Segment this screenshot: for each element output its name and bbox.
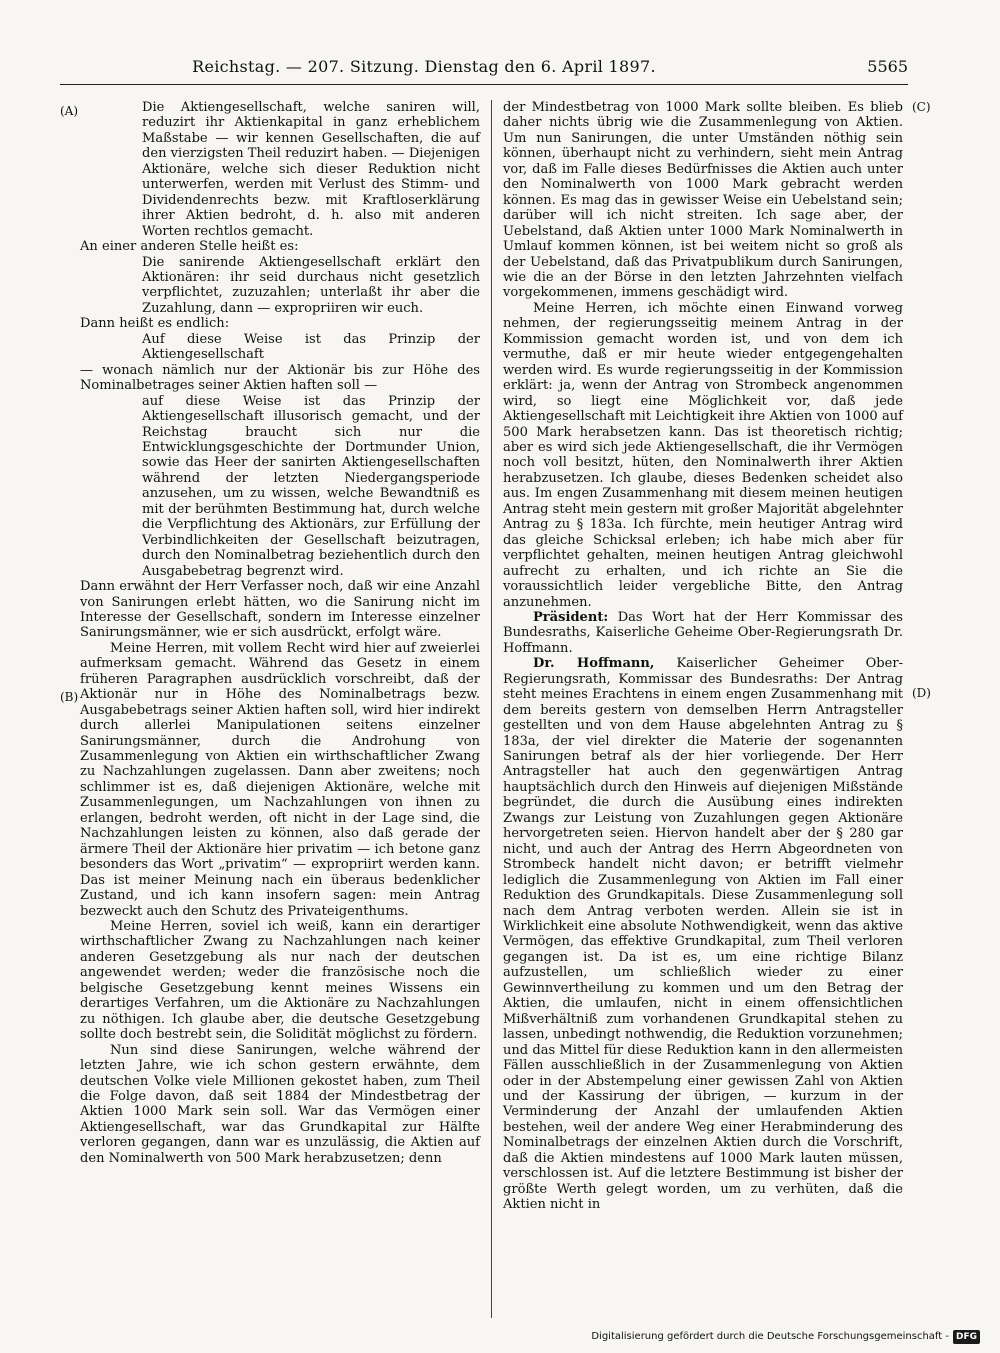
speaker-name: Präsident: bbox=[533, 609, 609, 625]
quote-block: Auf diese Weise ist das Prinzip der Aktiengesellschaft bbox=[142, 331, 480, 363]
page-number: 5565 bbox=[867, 57, 908, 76]
speech-text: Kaiserlicher Geheimer Ober-Regierungsrath, Kommissar des Bundesraths: Der Antrag steht meines Erachtens in einem engen Zusammenhang mit dem bereits gestern von demselben Herrn Antragsteller gestellten und von dem Hause abgelehnten Antrag zu § 183a, der viel direkter die Materie der sogenannten Sanirungen betraf als der hier vorliegende. Der Herr Antragsteller hat auch den gegenwärtigen Antrag hauptsächlich durch den Hinweis auf diejenigen Mißstände begründet, die durch die Ausübung eines indirekten Zwangs zur Leistung von Zuzahlungen gegen Aktionäre hervorgetreten seien. Hiervon handelt aber der § 280 gar nicht, und auch der Antrag des Herrn Abgeordneten von Strombeck handelt nicht davon; er betrifft vielmehr lediglich die Zusammenlegung von Aktien im Fall einer Reduktion des Grundkapitals. Diese Zusammenlegung soll nach dem Antrag verboten werden. Allein sie ist in Wirklichkeit eine absolute Nothwendigkeit, wenn das aktive Vermögen, das effektive Grundkapital, zum Theil verloren gegangen ist. Da ist es, um eine richtige Bilanz aufzustellen, um schließlich wieder zu einer Gewinnvertheilung zu kommen und um den Betrag der Aktien, die umlaufen, nicht in einem offensichtlichen Mißverhältniß zum vorhandenen Grundkapital stehen zu lassen, unbedingt nothwendig, die Reduktion vorzunehmen; und das Mittel für diese Reduktion kann in den allermeisten Fällen ausschließlich in der Zusammenlegung von Aktien oder in der Abstempelung einer gewissen Zahl von Aktien und der Kassirung der übrigen, — kurzum in der Verminderung der Anzahl der umlaufenden Aktien bestehen, weil der andere Weg einer Herabminderung des Nominalbetrags der einzelnen Aktien durch die Vorschrift, daß die Aktien mindestens auf 1000 Mark lauten müssen, verschlossen ist. Auf die letztere Bestimmung ist bisher der größte Werth gelegt worden, um zu verhüten, daß die Aktien nicht in bbox=[503, 656, 903, 1213]
dfg-logo: DFG bbox=[953, 1330, 980, 1344]
header-rule bbox=[60, 84, 908, 85]
paragraph: Dann erwähnt der Herr Verfasser noch, daß wir eine Anzahl von Sanirungen erlebt hätten, wo die Sanirung nicht im Interesse der Gesellschaft, sondern im Interesse einzelner Sanirungsmänner, wie er sich ausdrückt, erfolgt wäre. bbox=[80, 579, 480, 641]
paragraph: der Mindestbetrag von 1000 Mark sollte bleiben. Es blieb daher nichts übrig wie die Zusammenlegung von Aktien. Um nun Sanirungen, die unter Umständen nöthig sein können, überhaupt nicht zu verhindern, sieht mein Antrag vor, daß im Falle dieses Bedürfnisses die Aktien auch unter den Nominalwerth von 1000 Mark gebracht werden können. Es mag das in gewisser Weise ein Uebelstand sein; darüber will ich nicht streiten. Ich sage aber, der Uebelstand, daß Aktien unter 1000 Mark Nominalwerth in Umlauf kommen können, ist bei weitem nicht so groß als der Uebelstand, daß das Privatpublikum durch Sanirungen, wie die an der Börse in den letzten Jahrzehnten vielfach vorgekommenen, immens geschädigt wird. bbox=[503, 100, 903, 301]
speaker-name: Dr. Hoffmann, bbox=[533, 656, 655, 672]
speech-paragraph bbox=[503, 610, 903, 656]
paragraph: An einer anderen Stelle heißt es: bbox=[80, 239, 299, 255]
quote-block: auf diese Weise ist das Prinzip der Aktiengesellschaft illusorisch gemacht, und der Reichstag braucht sich nur die Entwicklungsgeschichte der Dortmunder Union, sowie das Heer der sanirten Aktiengesellschaften während der letzten Niedergangsperiode anzusehen, um zu wissen, welche Bewandtniß es mit der berühmten Bestimmung hat, durch welche die Verpflichtung des Aktionärs, zur Erfüllung der Verbindlichkeiten der Gesellschaft beizutragen, durch den Nominalbetrag beziehentlich durch den Ausgabebetrag begrenzt wird. bbox=[142, 393, 480, 579]
paragraph: Meine Herren, mit vollem Recht wird hier auf zweierlei aufmerksam gemacht. Während das Gesetz in einem früheren Paragraphen ausdrücklich vorschreibt, daß der Aktionär nur in Höhe des Nominalbetrags bezw. Ausgabebetrags seiner Aktien haften soll, wird hier indirekt durch allerlei Manipulationen seitens einzelner Sanirungsmänner, durch die Androhung von Zusammenlegung von Aktien ein wirthschaftlicher Zwang zu Nachzahlungen zugelassen. Dann aber zweitens; noch schlimmer ist es, daß diejenigen Aktionäre, welche mit Zusammenlegungen, um Nachzahlungen von ihnen zu erlangen, bedroht werden, oft nicht in der Lage sind, die Nachzahlungen leisten zu können, also daß gerade der ärmere Theil der Aktionäre hier privatim — ich betone ganz besonders das Wort „privatim“ — expropriirt werden kann. Das ist meiner Meinung nach ein überaus bedenklicher Zustand, und ich kann insofern sagen: mein Antrag bezweckt auch den Schutz des Privateigenthums. bbox=[80, 640, 480, 919]
paragraph: — wonach nämlich nur der Aktionär bis zur Höhe des Nominalbetrages seiner Aktien haften soll — bbox=[80, 362, 480, 394]
speech-text: Das Wort hat der Herr Kommissar des Bundesraths, Kaiserliche Geheime Ober-Regierungsrath Dr. Hoffmann. bbox=[503, 609, 903, 656]
margin-mark-b: (B) bbox=[60, 690, 79, 704]
left-column bbox=[80, 100, 480, 1166]
margin-mark-d: (D) bbox=[912, 686, 931, 700]
margin-mark-a: (A) bbox=[60, 104, 79, 118]
margin-mark-c: (C) bbox=[912, 100, 931, 114]
paragraph: Dann heißt es endlich: bbox=[80, 316, 230, 332]
quote-block: Die sanirende Aktiengesellschaft erklärt den Aktionären: ihr seid durchaus nicht gesetzlich verpflichtet, zuzuzahlen; unterlaßt ihr aber die Zuzahlung, dann — expropriiren wir euch. bbox=[142, 254, 480, 316]
running-title: Reichstag. — 207. Sitzung. Dienstag den 6. April 1897. bbox=[192, 57, 656, 76]
paragraph: Meine Herren, soviel ich weiß, kann ein derartiger wirthschaftlicher Zwang zu Nachzahlungen nach keiner anderen Gesetzgebung als nur nach der deutschen angewendet werden; weder die französische noch die belgische Gesetzgebung kennt meines Wissens ein derartiges Verfahren, um die Aktionäre zu Nachzahlungen zu nöthigen. Ich glaube aber, die deutsche Gesetzgebung sollte doch bestrebt sein, die Solidität möglichst zu fördern. bbox=[80, 919, 480, 1043]
speech-paragraph bbox=[503, 656, 903, 1212]
digitization-footer bbox=[591, 1330, 980, 1344]
column-divider bbox=[491, 100, 492, 1318]
quote-block: Die Aktiengesellschaft, welche saniren will, reduzirt ihr Aktienkapital in ganz erheblichem Maßstabe — wir kennen Gesellschaften, die auf den vierzigsten Theil reduzirt haben. — Diejenigen Aktionäre, welche sich dieser Reduktion nicht unterwerfen, werden mit Verlust des Stimm- und Dividendenrechts bezw. mit Kraftloserklärung ihrer Aktien bedroht, d. h. also mit anderen Worten rechtlos gemacht. bbox=[142, 100, 480, 239]
footer-credit: Digitalisierung gefördert durch die Deutsche Forschungsgemeinschaft - bbox=[591, 1331, 949, 1342]
right-column bbox=[503, 100, 903, 1213]
paragraph: Nun sind diese Sanirungen, welche während der letzten Jahre, wie ich schon gestern erwähnte, dem deutschen Volke viele Millionen gekostet haben, zum Theil die Folge davon, daß seit 1884 der Mindestbetrag der Aktien 1000 Mark sein soll. War das Vermögen einer Aktiengesellschaft, war das Grundkapital zur Hälfte verloren gegangen, dann war es unzulässig, die Aktien auf den Nominalwerth von 500 Mark herabzusetzen; denn bbox=[80, 1042, 480, 1166]
page-header bbox=[60, 56, 908, 78]
paragraph: Meine Herren, ich möchte einen Einwand vorweg nehmen, der regierungsseitig meinem Antrag in der Kommission gemacht worden ist, und von dem ich vermuthe, daß er mir heute wieder entgegengehalten werden wird. Es wurde regierungsseitig in der Kommission erklärt: ja, wenn der Antrag von Strombeck angenommen wird, so liegt eine Möglichkeit vor, daß jede Aktiengesellschaft mit Leichtigkeit ihre Aktien von 1000 auf 500 Mark herabsetzen kann. Das ist theoretisch richtig; aber es wird sich jede Aktiengesellschaft, die ihr Vermögen noch voll besitzt, hüten, den Nominalwerth ihrer Aktien herabzusetzen. Ich glaube, dieses Bedenken scheidet also aus. Im engen Zusammenhang mit diesem meinen heutigen Antrag steht mein gestern mit großer Majorität abgelehnter Antrag zu § 183a. Ich fürchte, mein heutiger Antrag wird das gleiche Schicksal erleben; ich habe mich aber für verpflichtet gehalten, meinen heutigen Antrag gleichwohl aufrecht zu erhalten, und ich richte an Sie die voraussichtlich leider vergebliche Bitte, den Antrag anzunehmen. bbox=[503, 300, 903, 610]
